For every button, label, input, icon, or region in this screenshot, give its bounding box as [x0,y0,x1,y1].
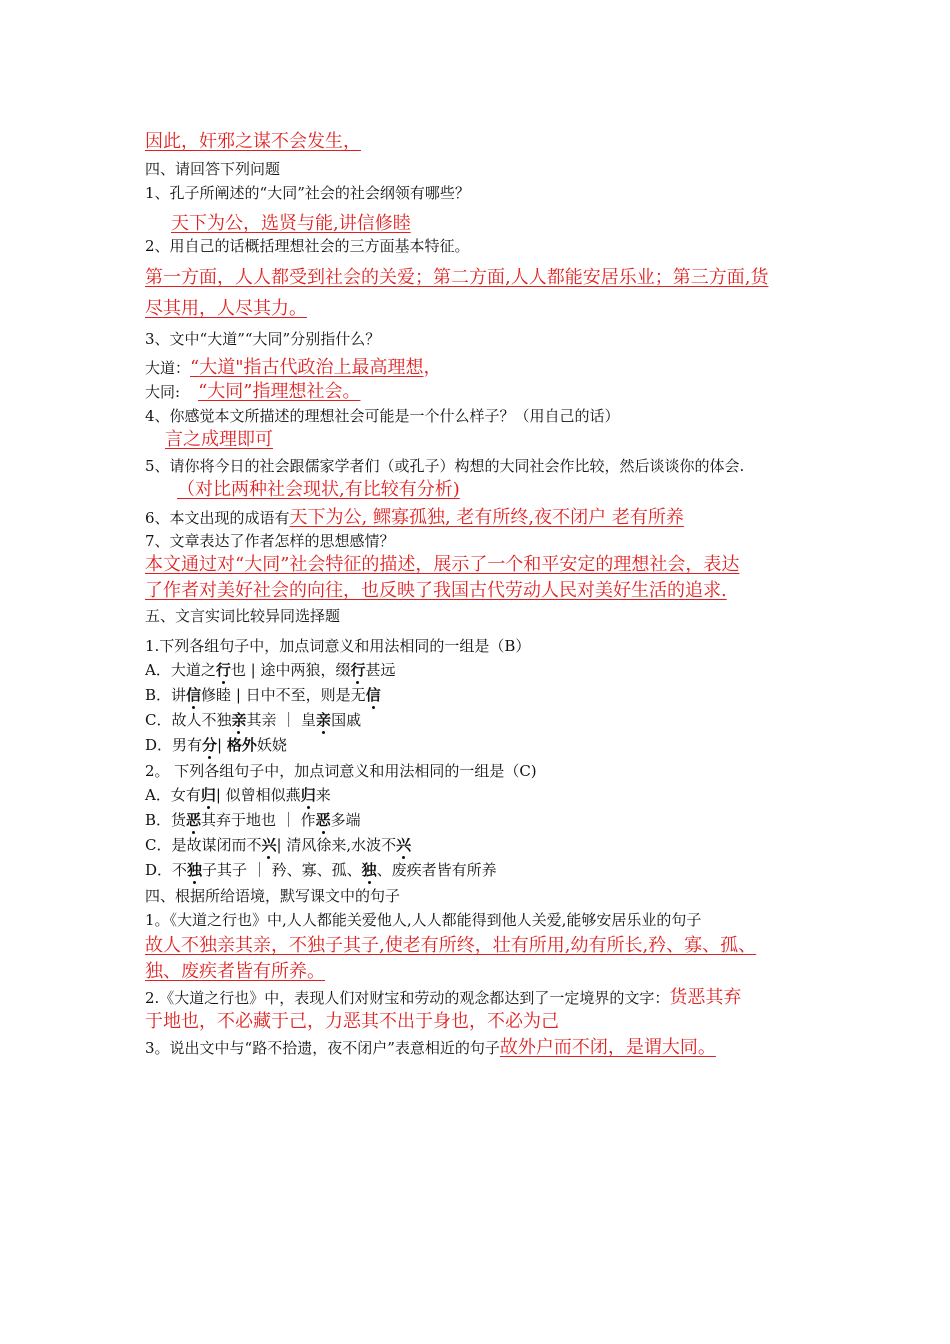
mc-option-d: D．男有分| 格外妖娆 [145,736,287,754]
answer-2-line1: 第一方面，人人都受到社会的关爱；第二方面,人人都能安居乐业；第三方面,货 [145,267,769,288]
answer-line: 因此，奸邪之谋不会发生， [145,131,361,152]
mc-question-1: 1.下列各组句子中，加点词意义和用法相同的一组是（B） [145,637,531,655]
question-4: 4、你感觉本文所描述的理想社会可能是一个什么样子？（用自己的话） [145,407,620,425]
answer-3-datong: 大同: “大同”指理想社会。 [145,381,361,402]
recite-question-3: 3。说出文中与“路不拾遗，夜不闭户”表意相近的句子故外户而不闭，是谓大同。 [145,1037,716,1058]
mc-option-b: B．讲信修睦 | 日中不至，则是无信 [145,686,381,704]
mc-question-2: 2。 下列各组句子中，加点词意义和用法相同的一组是（C) [145,762,537,780]
mc-option-d: D．不独子其子 ｜ 矜、寡、孤、独、废疾者皆有所养 [145,861,497,879]
question-3: 3、文中“大道”“大同”分别指什么？ [145,330,381,348]
recite-answer-1-line2: 独、废疾者皆有所养。 [145,961,325,982]
recite-answer-1-line1: 故人不独亲其亲，不独子其子,使老有所终，壮有所用,幼有所长,矜、寡、孤、 [145,935,757,956]
section-heading: 四、根据所给语境，默写课文中的句子 [145,887,401,905]
recite-answer-2: 于地也，不必藏于己，力恶其不出于身也，不必为己 [145,1011,559,1032]
answer-5: （对比两种社会现状,有比较有分析) [177,479,460,500]
recite-question-1: 1。《大道之行也》中,人人都能关爱他人,人人都能得到他人关爱,能够安居乐业的句子 [145,911,702,929]
mc-option-a: A．大道之行也 | 途中两狼，缀行甚远 [145,661,396,679]
mc-option-c: C．故人不独亲其亲 ｜ 皇亲国戚 [145,711,362,729]
answer-3-dadao: 大道：“大道"指古代政治上最高理想， [145,357,442,378]
section-heading: 四、请回答下列问题 [145,160,281,178]
mc-option-c: C．是故谋闭而不兴| 清风徐来,水波不兴 [145,836,412,854]
question-7: 7、文章表达了作者怎样的思想感情？ [145,532,395,550]
question-5: 5、请你将今日的社会跟儒家学者们（或孔子）构想的大同社会作比较，然后谈谈你的体会. [145,457,745,475]
mc-option-a: A．女有归| 似曾相似燕归来 [145,786,331,804]
answer-2-line2: 尽其用，人尽其力。 [145,298,307,319]
mc-option-b: B．货恶其弃于地也 ｜ 作恶多端 [145,811,361,829]
answer-4: 言之成理即可 [165,429,273,450]
question-1: 1、孔子所阐述的“大同”社会的社会纲领有哪些？ [145,184,470,202]
answer-1: 天下为公，选贤与能,讲信修睦 [171,213,411,234]
question-6: 6、本文出现的成语有天下为公, 鳏寡孤独, 老有所终,夜不闭户 老有所养 [145,507,684,528]
answer-7-line1: 本文通过对“大同”社会特征的描述，展示了一个和平安定的理想社会，表达 [145,554,740,575]
question-2: 2、用自己的话概括理想社会的三方面基本特征。 [145,237,470,255]
section-heading: 五、文言实词比较异同选择题 [145,607,341,625]
answer-7-line2: 了作者对美好社会的向往，也反映了我国古代劳动人民对美好生活的追求. [145,580,727,601]
recite-question-2: 2.《大道之行也》中，表现人们对财宝和劳动的观念都达到了一定境界的文字：货恶其弃 [145,987,742,1008]
